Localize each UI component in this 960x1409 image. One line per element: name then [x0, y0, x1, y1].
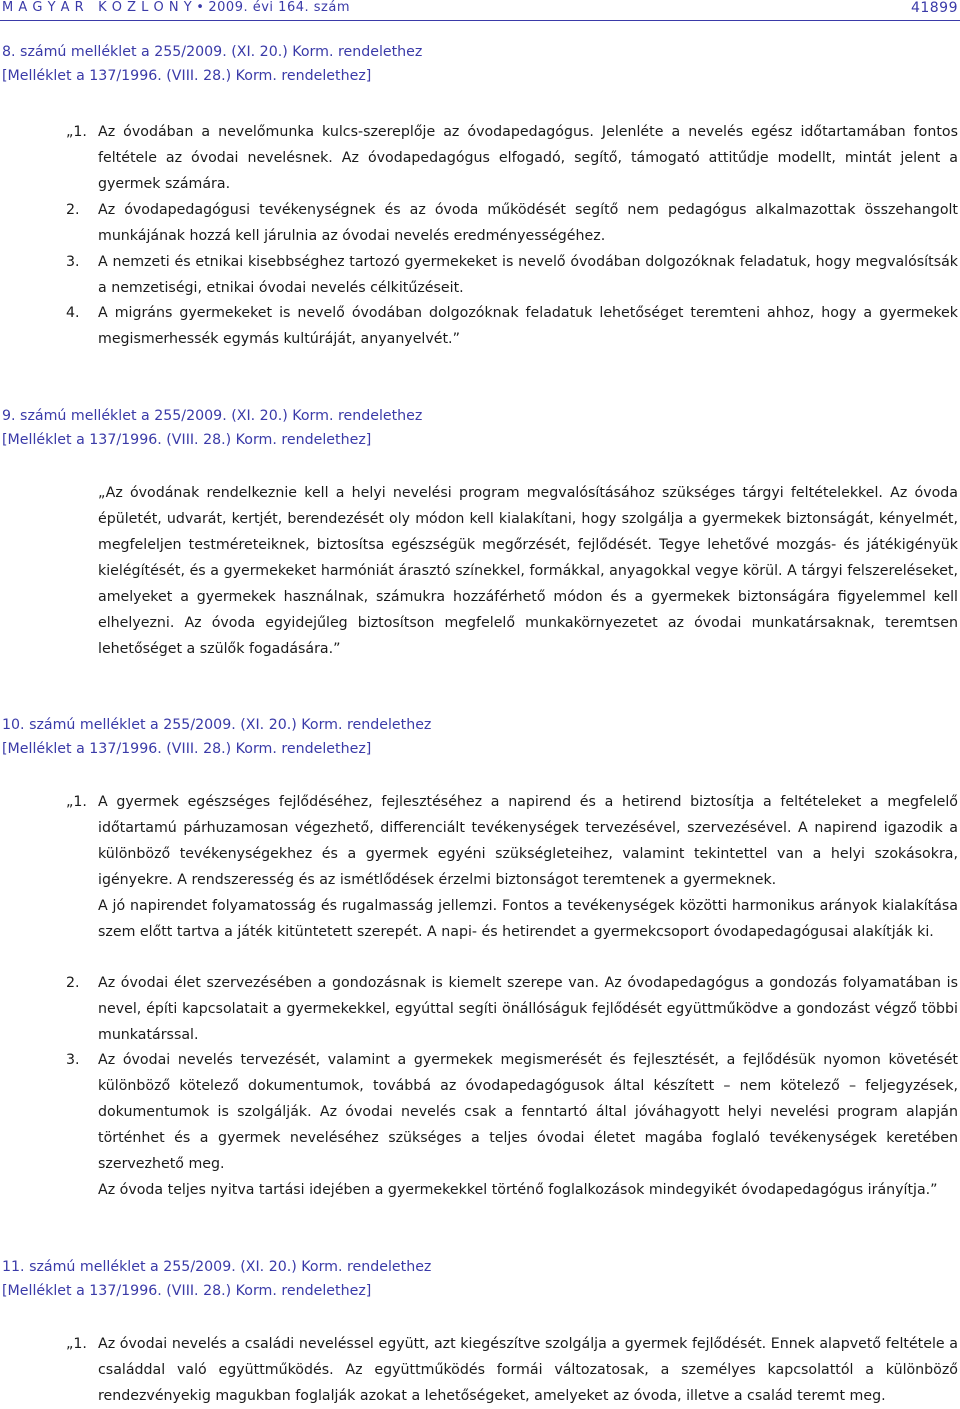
item-text-continuation: Az óvoda teljes nyitva tartási idejében a gyermekekkel történő foglalkozások mindegyikét óvodapedagógus irányítja.”: [98, 1182, 938, 1198]
annex-10-heading: [2, 713, 431, 761]
item-text: Az óvodapedagógusi tevékenységnek és az óvoda működését segítő nem pedagógus alkalmazottak összehangolt munkájának hozzá kell járulnia az óvodai nevelés eredményességéhez.: [98, 202, 958, 244]
annex-9-paragraph: „Az óvodának rendelkeznie kell a helyi nevelési program megvalósításához szükséges tárgyi feltételekkel. Az óvoda épületét, udvarát, kertjét, berendezését oly módon kell kialakítani, hogy szolgálja a gyermekek biztonságát, kényelmét, megfeleljen testméreteiknek, biztosítsa egészségük megőrzését, fejlődését. Tegye lehetővé mozgás- és játékigényük kielégítését, és a gyermekeket harmóniát árasztó színekkel, formákkal, anyagokkal vegye körül. A tárgyi felszereléseket, amelyeket a gyermekek használnak, számukra hozzáférhető módon és a gyermekek biztonságára figyelemmel kell elhelyezni. Az óvoda egyidejűleg biztosítson megfelelő munkakörnyezetet az óvodai munkatársaknak, teremtsen lehetőséget a szülők fogadására.”: [98, 485, 958, 657]
item-number: 4.: [66, 305, 80, 321]
item-text: A nemzeti és etnikai kisebbséghez tartozó gyermekeket is nevelő óvodában dolgozóknak feladatuk, hogy megvalósítsák a nemzetiségi, etnikai óvodai nevelés célkitűzéseit.: [98, 254, 958, 296]
header-rule: [0, 20, 960, 21]
annex-11-heading: [2, 1255, 431, 1303]
page-number: 41899: [910, 0, 958, 16]
annex-title: 10. számú melléklet a 255/2009. (XI. 20.) Korm. rendelethez: [2, 717, 432, 733]
journal-info: [2, 0, 350, 15]
item-text-block: [98, 789, 958, 945]
item-number: 3.: [66, 254, 80, 270]
item-number: „1.: [66, 124, 87, 140]
item-text: Az óvodai nevelés a családi neveléssel együtt, azt kiegészítve szolgálja a gyermek fejlődését. Ennek alapvető feltétele a családdal való együttműködés. Az együttműködés formái változatosak, a személyes kapcsolattól a különböző rendezvényekig magukban foglalják azokat a lehetőségeket, amelyeket az óvoda, illetve a család teremt meg.: [98, 1336, 958, 1404]
annex-subtitle: [Melléklet a 137/1996. (VIII. 28.) Korm. rendelethez]: [2, 741, 372, 757]
item-text-block: [98, 1047, 958, 1203]
running-header: [2, 0, 958, 20]
item-number: 2.: [66, 975, 80, 991]
item-text: A gyermek egészséges fejlődéséhez, fejlesztéséhez a napirend és a hetirend biztosítja a feltételeket a megfelelő időtartamú párhuzamosan végezhető, differenciált tevékenységek tervezésével, szervezésével. A napirend igazodik a különböző tevékenységekhez és a gyermek egyéni szükségleteihez, valamint tekintettel van a helyi szokásokra, igényekre. A rendszeresség és az ismétlődések érzelmi biztonságot teremtenek a gyermeknek.: [98, 794, 958, 888]
annex-title: 9. számú melléklet a 255/2009. (XI. 20.) Korm. rendelethez: [2, 408, 423, 424]
item-number: 2.: [66, 202, 80, 218]
item-number: „1.: [66, 794, 87, 810]
annex-8-heading: [2, 40, 422, 88]
bullet-separator: •: [196, 0, 205, 15]
annex-subtitle: [Melléklet a 137/1996. (VIII. 28.) Korm. rendelethez]: [2, 432, 372, 448]
annex-subtitle: [Melléklet a 137/1996. (VIII. 28.) Korm. rendelethez]: [2, 68, 372, 84]
item-text: Az óvodai élet szervezésében a gondozásnak is kiemelt szerepe van. Az óvodapedagógus a gondozás folyamatában is nevel, építi kapcsolatait a gyermekekkel, egyúttal segíti önállóságuk fejlődését együttműködve a gondozást végző többi munkatárssal.: [98, 975, 958, 1043]
journal-title: M A G Y A R K Ö Z L Ö N Y: [2, 0, 193, 15]
item-text: A migráns gyermekeket is nevelő óvodában dolgozóknak feladatuk lehetőséget teremteni ahhoz, hogy a gyermekek megismerhessék egymás kultúráját, anyanyelvét.”: [98, 305, 958, 347]
item-text: Az óvodában a nevelőmunka kulcs-szereplője az óvodapedagógus. Jelenléte a nevelés egész időtartamában fontos feltétele az óvodai nevelésnek. Az óvodapedagógus elfogadó, segítő, támogató attitűdje modellt, mintát jelent a gyermek számára.: [98, 124, 958, 192]
issue-label: 2009. évi 164. szám: [208, 0, 350, 15]
item-number: 3.: [66, 1052, 80, 1068]
item-text-continuation: A jó napirendet folyamatosság és rugalmasság jellemzi. Fontos a tevékenységek közötti harmonikus arányok kialakítása szem előtt tartva a játék kitüntetett szerepét. A napi- és hetirendet a gyermekcsoport óvodapedagógusai alakítják ki.: [98, 898, 958, 940]
annex-subtitle: [Melléklet a 137/1996. (VIII. 28.) Korm. rendelethez]: [2, 1283, 372, 1299]
item-text: Az óvodai nevelés tervezését, valamint a gyermekek megismerését és fejlesztését, a fejlődésük nyomon követését különböző kötelező dokumentumok, továbbá az óvodapedagógusok által készített – nem kötelező – feljegyzések, dokumentumok is szolgálják. Az óvodai nevelés csak a fenntartó által jóváhagyott helyi nevelési program alapján történhet és a gyermek neveléséhez szükséges a teljes óvodai életet magába foglaló tevékenységek keretében szervezhető meg.: [98, 1052, 958, 1172]
annex-9-heading: [2, 404, 422, 452]
item-number: „1.: [66, 1336, 87, 1352]
annex-title: 8. számú melléklet a 255/2009. (XI. 20.) Korm. rendelethez: [2, 44, 423, 60]
annex-title: 11. számú melléklet a 255/2009. (XI. 20.) Korm. rendelethez: [2, 1259, 432, 1275]
